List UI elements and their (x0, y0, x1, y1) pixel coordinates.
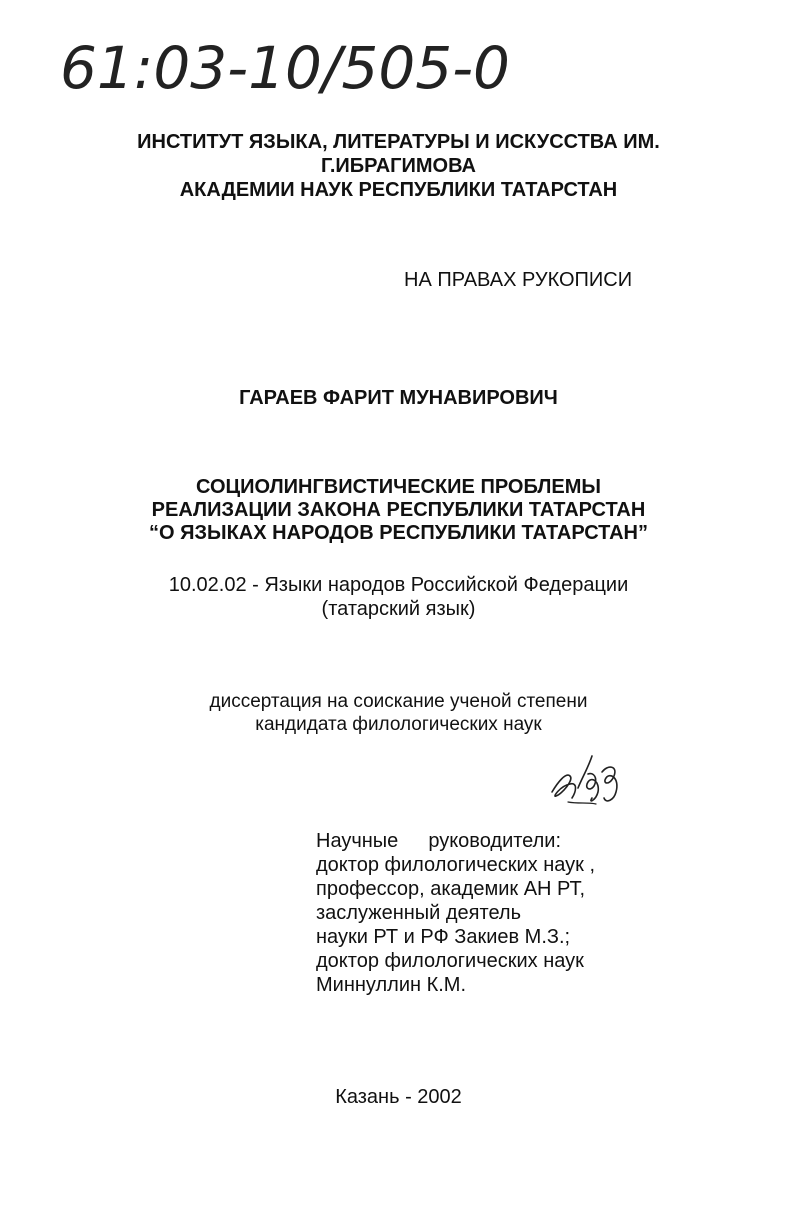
supervisors-heading-word-1: Научные (316, 830, 399, 852)
specialty-code (0, 573, 797, 621)
supervisor-line: науки РТ и РФ Закиев М.З.; (316, 926, 571, 948)
supervisor-line: заслуженный деятель (316, 902, 521, 924)
institute-header (0, 130, 797, 202)
handwritten-archive-code (56, 22, 536, 112)
manuscript-note: НА ПРАВАХ РУКОПИСИ (404, 269, 633, 291)
degree-statement (0, 690, 797, 736)
degree-line-1: диссертация на соискание ученой степени (209, 691, 588, 712)
author-name-text: ГАРАЕВ ФАРИТ МУНАВИРОВИЧ (239, 387, 558, 409)
supervisor-line: Миннуллин К.М. (316, 974, 467, 996)
archive-code-graphic (56, 22, 536, 112)
institute-line-3: АКАДЕМИИ НАУК РЕСПУБЛИКИ ТАТАРСТАН (179, 179, 618, 201)
city-year-text: Казань - 2002 (335, 1086, 462, 1108)
supervisor-line: доктор филологических наук , (316, 854, 596, 876)
city-year (0, 1085, 797, 1109)
supervisors-heading (316, 829, 595, 853)
supervisor-line: доктор филологических наук (316, 950, 584, 972)
author-name (0, 386, 797, 410)
supervisor-line: профессор, академик АН РТ, (316, 878, 586, 900)
scientific-supervisors (316, 829, 595, 997)
institute-line-1: ИНСТИТУТ ЯЗЫКА, ЛИТЕРАТУРЫ И ИСКУССТВА ИМ. (137, 131, 660, 153)
title-line-2: РЕАЛИЗАЦИИ ЗАКОНА РЕСПУБЛИКИ ТАТАРСТАН (151, 499, 646, 521)
supervisors-heading-word-2: руководители: (428, 830, 562, 852)
degree-line-2: кандидата филологических наук (255, 714, 542, 735)
title-line-3: “О ЯЗЫКАХ НАРОДОВ РЕСПУБЛИКИ ТАТАРСТАН” (148, 522, 648, 544)
specialty-line-2: (татарский язык) (321, 598, 476, 620)
archive-code-text: 61:03-10/505-0 (60, 34, 510, 102)
signature-icon (548, 742, 624, 814)
handwritten-signature (548, 742, 624, 814)
institute-line-2: Г.ИБРАГИМОВА (321, 155, 476, 177)
specialty-line-1: 10.02.02 - Языки народов Российской Федерации (168, 574, 629, 596)
title-line-1: СОЦИОЛИНГВИСТИЧЕСКИЕ ПРОБЛЕМЫ (196, 476, 601, 498)
dissertation-title (0, 476, 797, 545)
